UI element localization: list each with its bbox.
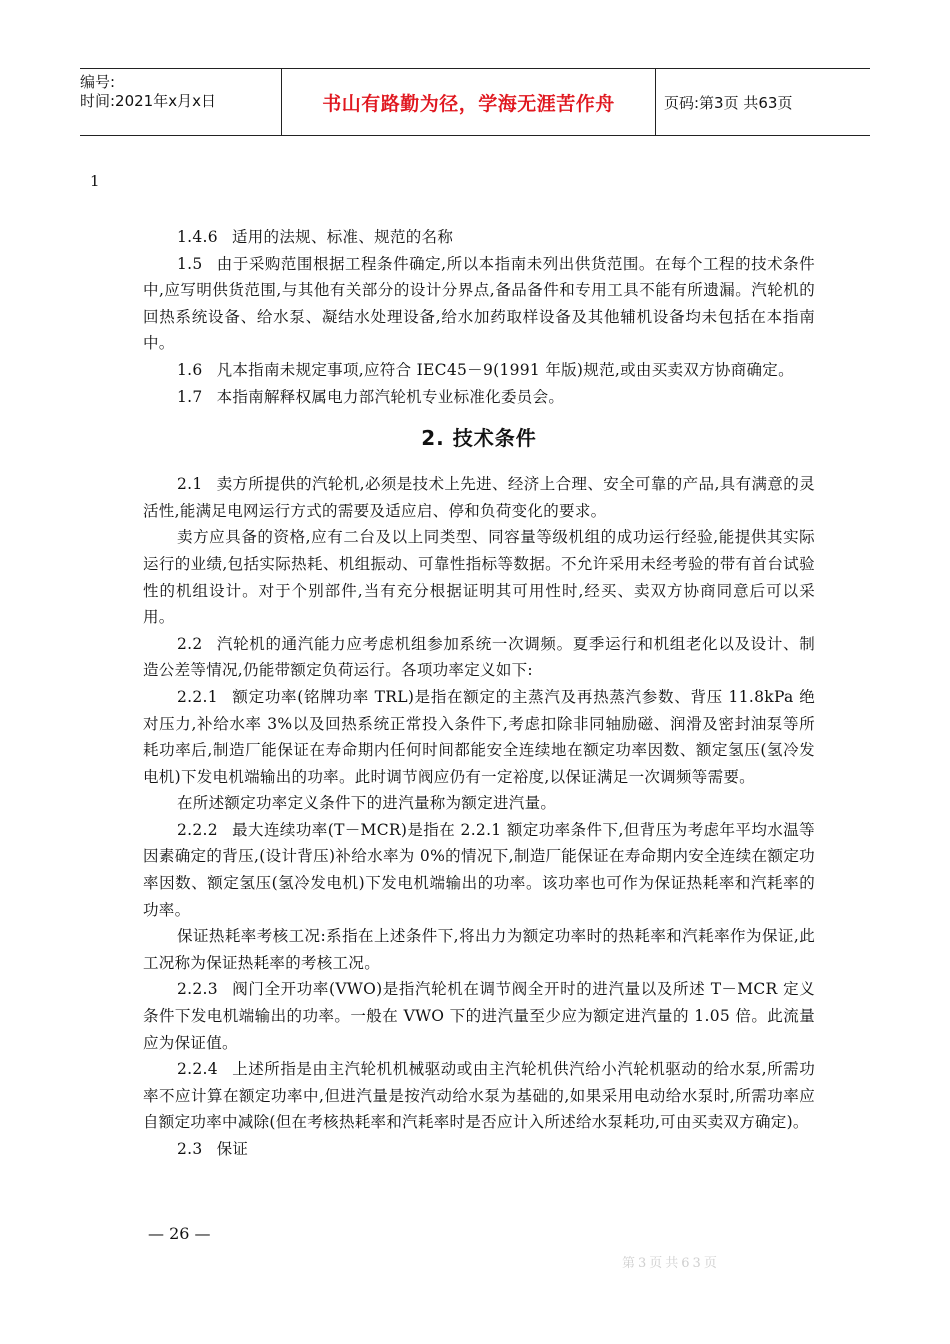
clause-number: 2.1 xyxy=(177,475,203,494)
paragraph-text: 最大连续功率(T－MCR)是指在 2.2.1 额定功率条件下,但背压为考虑年平均水温等因素确定的背压,(设计背压)补给水率为 0%的情况下,制造厂能保证在寿命期内安全连续在额定功率因数、额定氢压(氢冷发电机)下发电机端输出的功率。该功率也可作为保证热耗率和汽耗率的功率。 xyxy=(143,820,815,919)
paragraph-text: 由于采购范围根据工程条件确定,所以本指南未列出供货范围。在每个工程的技术条件中,应写明供货范围,与其他有关部分的设计分界点,备品备件和专用工具不能有所遗漏。汽轮机的回热系统设备、给水泵、凝结水处理设备,给水加药取样设备及其他辅机设备均未包括在本指南中。 xyxy=(143,254,815,353)
clause-number: 1.7 xyxy=(177,387,203,406)
header-meta xyxy=(80,69,282,135)
footer-page-number: — 26 — xyxy=(148,1224,211,1243)
paragraph xyxy=(143,976,815,1056)
paragraph-text: 保证 xyxy=(216,1140,249,1158)
clause-number: 1.6 xyxy=(177,360,203,379)
clause-number: 2.2.2 xyxy=(177,820,218,839)
code-label: 编号: xyxy=(80,73,116,91)
clause-number: 2.2 xyxy=(177,634,203,653)
clause-number: 2.2.3 xyxy=(177,980,218,999)
paragraph xyxy=(143,524,815,630)
clause-number: 1.4.6 xyxy=(177,228,218,246)
paragraph-text: 汽轮机的通汽能力应考虑机组参加系统一次调频。夏季运行和机组老化以及设计、制造公差等情况,仍能带额定负荷运行。各项功率定义如下: xyxy=(143,634,815,680)
paragraph xyxy=(143,224,815,251)
paragraph xyxy=(143,631,815,684)
paragraph-text: 本指南解释权属电力部汽轮机专业标准化委员会。 xyxy=(216,387,565,406)
paragraph xyxy=(143,251,815,357)
paragraph-text: 阀门全开功率(VWO)是指汽轮机在调节阀全开时的进汽量以及所述 T－MCR 定义条件下发电机端输出的功率。一般在 VWO 下的进汽量至少应为额定进汽量的 1.05 倍。此流量应为保证值。 xyxy=(143,980,815,1052)
paragraph xyxy=(143,923,815,976)
time-label: 时间:2021年x月x日 xyxy=(80,92,216,110)
clause-number: 2.3 xyxy=(177,1140,203,1158)
paragraph xyxy=(143,1056,815,1136)
paragraph-text: 适用的法规、标准、规范的名称 xyxy=(231,228,454,246)
paragraph xyxy=(143,684,815,790)
clause-number: 2.2.4 xyxy=(177,1060,218,1079)
page-header xyxy=(80,68,870,136)
paragraph xyxy=(143,1136,815,1163)
clause-number: 2.2.1 xyxy=(177,687,218,706)
paragraph-text: 额定功率(铭牌功率 TRL)是指在额定的主蒸汽及再热蒸汽参数、背压 11.8kPa 绝对压力,补给水率 3%以及回热系统正常投入条件下,考虑扣除非同轴励磁、润滑及密封油泵等所耗功率后,制造厂能保证在寿命期内任何时间都能安全连续地在额定功率因数、额定氢压(氢冷发电机)下发电机端输出的功率。此时调节阀应仍有一定裕度,以保证满足一次调频等需要。 xyxy=(143,687,815,786)
header-motto: 书山有路勤为径，学海无涯苦作舟 xyxy=(282,69,656,135)
clause-number: 1.5 xyxy=(177,254,203,273)
paragraph-text: 卖方所提供的汽轮机,必须是技术上先进、经济上合理、安全可靠的产品,具有满意的灵活性,能满足电网运行方式的需要及适应启、停和负荷变化的要求。 xyxy=(143,475,815,520)
intro-paragraphs xyxy=(143,224,815,410)
paragraph-text: 卖方应具备的资格,应有二台及以上同类型、同容量等级机组的成功运行经验,能提供其实际运行的业绩,包括实际热耗、机组振动、可靠性指标等数据。不允许采用未经考验的带有首台试验性的机组设计。对于个别部件,当有充分根据证明其可用性时,经买、卖双方协商同意后可以采用。 xyxy=(143,528,815,627)
header-page-info: 页码:第3页 共63页 xyxy=(664,93,793,112)
page-marker: 1 xyxy=(90,172,100,190)
paragraph-text: 保证热耗率考核工况:系指在上述条件下,将出力为额定功率时的热耗率和汽耗率作为保证,此工况称为保证热耗率的考核工况。 xyxy=(143,927,815,972)
paragraph xyxy=(143,790,815,817)
paragraph xyxy=(143,471,815,524)
paragraph-text: 凡本指南未规定事项,应符合 IEC45－9(1991 年版)规范,或由买卖双方协商确定。 xyxy=(216,360,794,379)
paragraph xyxy=(143,384,815,411)
paragraph-text: 在所述额定功率定义条件下的进汽量称为额定进汽量。 xyxy=(177,794,557,813)
paragraph-text: 上述所指是由主汽轮机机械驱动或由主汽轮机供汽给小汽轮机驱动的给水泵,所需功率不应计算在额定功率中,但进汽量是按汽动给水泵为基础的,如果采用电动给水泵时,所需功率应自额定功率中减除(但在考核热耗率和汽耗率时是否应计入所述给水泵耗功,可由买卖双方确定)。 xyxy=(143,1060,815,1132)
section-title: 2. 技术条件 xyxy=(421,426,537,451)
faint-page-text: 第3页共63页 xyxy=(622,1256,720,1271)
document-body xyxy=(143,224,815,1163)
section-paragraphs xyxy=(143,471,815,1162)
paragraph xyxy=(143,357,815,384)
paragraph xyxy=(143,817,815,923)
